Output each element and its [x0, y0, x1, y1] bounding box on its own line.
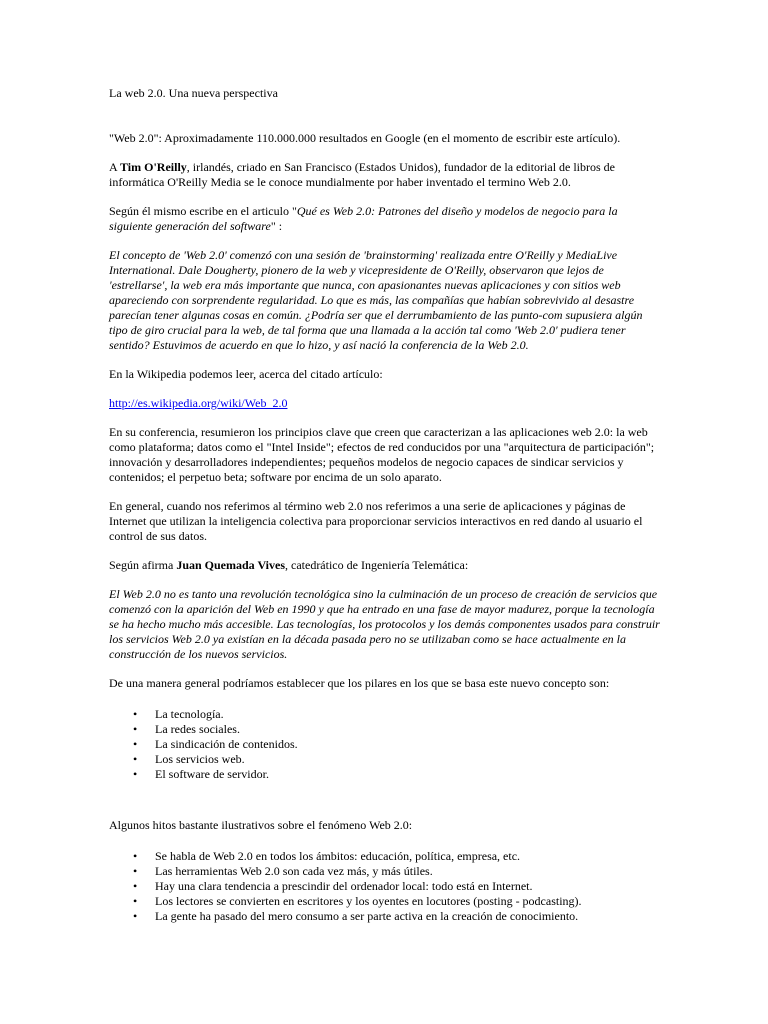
list-item-text: La tecnología. [155, 707, 224, 721]
author-name-juan-quemada: Juan Quemada Vives [176, 558, 285, 572]
list-item [109, 752, 661, 767]
text-span: Según él mismo escribe en el articulo " [109, 204, 297, 218]
oreilly-paragraph [109, 160, 661, 190]
list-item [109, 894, 661, 909]
list-item-text: Las herramientas Web 2.0 son cada vez más, y más útiles. [155, 864, 433, 878]
bullet-icon: • [133, 737, 138, 751]
intro-paragraph: "Web 2.0": Aproximadamente 110.000.000 resultados en Google (en el momento de escribir este artículo). [109, 131, 621, 145]
bullet-icon: • [133, 894, 138, 908]
article-reference-paragraph [109, 204, 661, 234]
wikipedia-paragraph: En la Wikipedia podemos leer, acerca del citado artículo: [109, 367, 383, 381]
text-span: , irlandés, criado en San Francisco (Estados Unidos), fundador de la editorial de libros de informática O'Reilly Media se le conoce mundialmente por haber inventado el termino Web 2.0. [109, 160, 616, 189]
list-item [109, 767, 661, 782]
list-item-text: Los lectores se convierten en escritores y los oyentes en locutores (posting - podcasting). [155, 894, 582, 908]
list-item-text: Se habla de Web 2.0 en todos los ámbitos: educación, política, empresa, etc. [155, 849, 521, 863]
document-title: La web 2.0. Una nueva perspectiva [109, 86, 278, 100]
wikipedia-link[interactable]: http://es.wikipedia.org/wiki/Web_2.0 [109, 396, 288, 410]
list-item [109, 879, 661, 894]
quemada-quote: El Web 2.0 no es tanto una revolución tecnológica sino la culminación de un proceso de creación de servicios que comenzó con la aparición del Web en 1990 y que ha entrado en una fase de mayor madurez, porque la tecnología se ha hecho mucho más accesible. Las tecnologías, los protocolos y los demás componentes usados para construir los servicios Web 2.0 ya existían en la década pasada pero no se utilizaban como se hace actualmente en la construcción de los nuevos servicios. [109, 587, 660, 661]
conference-paragraph: En su conferencia, resumieron los principios clave que creen que caracterizan a las aplicaciones web 2.0: la web como plataforma; datos como el "Intel Inside"; efectos de red conducidos por una "arquitectura de participación"; innovación y desarrolladores independientes; pequeños modelos de negocio capaces de sindicar servicios y contenidos; el perpetuo beta; software por encima de un solo aparato. [109, 425, 655, 484]
list-item-text: El software de servidor. [155, 767, 269, 781]
list-item-text: La gente ha pasado del mero consumo a ser parte activa en la creación de conocimiento. [155, 909, 579, 923]
list-item-text: Hay una clara tendencia a prescindir del ordenador local: todo está en Internet. [155, 879, 533, 893]
list-item [109, 849, 661, 864]
list-item-text: La redes sociales. [155, 722, 240, 736]
pillars-intro: De una manera general podríamos establecer que los pilares en los que se basa este nuevo concepto son: [109, 676, 610, 690]
bullet-icon: • [133, 707, 138, 721]
oreilly-quote: El concepto de 'Web 2.0' comenzó con una sesión de 'brainstorming' realizada entre O'Reilly y MediaLive International. Dale Dougherty, pionero de la web y vicepresidente de O'Reilly, observaron que lejos de 'estrellarse', la web era más importante que nunca, con apasionantes nuevas aplicaciones y con sitios web apareciendo con sorprendente regularidad. Lo que es más, las compañías que habían sobrevivido al desastre parecían tener algunas cosas en común. ¿Podría ser que el derrumbamiento de las punto-com supusiera algún tipo de giro crucial para la web, de tal forma que una llamada a la acción tal como 'Web 2.0' pudiera tener sentido? Estuvimos de acuerdo en que lo hizo, y así nació la conferencia de la Web 2.0. [109, 248, 643, 352]
list-item [109, 909, 661, 924]
list-item-text: Los servicios web. [155, 752, 245, 766]
bullet-icon: • [133, 752, 138, 766]
list-item [109, 707, 661, 722]
list-item-text: La sindicación de contenidos. [155, 737, 298, 751]
bullet-icon: • [133, 864, 138, 878]
bullet-icon: • [133, 849, 138, 863]
document-page [109, 86, 661, 924]
list-item [109, 864, 661, 879]
text-span: Según afirma [109, 558, 177, 572]
link-paragraph [109, 396, 661, 411]
milestones-intro: Algunos hitos bastante ilustrativos sobre el fenómeno Web 2.0: [109, 818, 413, 832]
definition-paragraph: En general, cuando nos referimos al término web 2.0 nos referimos a una serie de aplicaciones y páginas de Internet que utilizan la inteligencia colectiva para proporcionar servicios interactivos en red dando al usuario el control de sus datos. [109, 499, 643, 543]
list-item [109, 722, 661, 737]
pillars-list [109, 707, 661, 782]
author-name-tim-oreilly: Tim O'Reilly [120, 160, 187, 174]
bullet-icon: • [133, 909, 138, 923]
text-span: " : [270, 219, 283, 233]
text-span: A [109, 160, 121, 174]
bullet-icon: • [133, 722, 138, 736]
text-span: , catedrático de Ingeniería Telemática: [285, 558, 469, 572]
bullet-icon: • [133, 767, 138, 781]
list-item [109, 737, 661, 752]
article-title: Qué es Web 2.0: Patrones del diseño y modelos de negocio para la siguiente generación del software [109, 204, 618, 233]
milestones-list [109, 849, 661, 924]
bullet-icon: • [133, 879, 138, 893]
quemada-paragraph [109, 558, 661, 573]
